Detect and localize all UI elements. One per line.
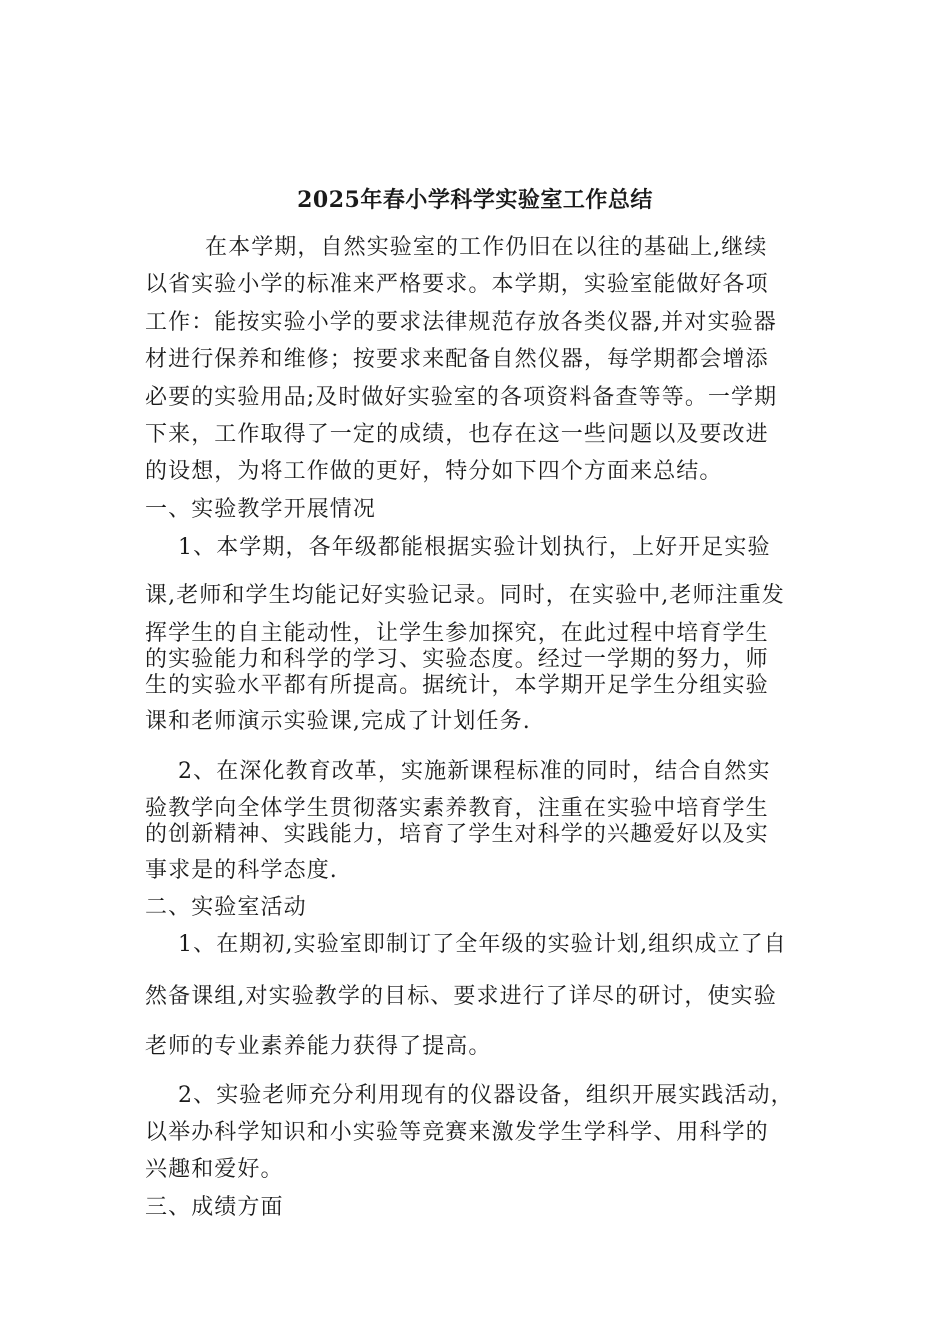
paragraph-line: 在本学期，自然实验室的工作仍旧在以往的基础上,继续 bbox=[205, 235, 768, 260]
paragraph-line: 必要的实验用品;及时做好实验室的各项资料备查等等。一学期 bbox=[145, 385, 778, 410]
paragraph-line: 下来，工作取得了一定的成绩，也存在这一些问题以及要改进 bbox=[145, 422, 769, 447]
section-heading: 二、实验室活动 bbox=[145, 895, 307, 920]
paragraph-line: 课和老师演示实验课,完成了计划任务. bbox=[145, 709, 531, 734]
section-heading: 三、成绩方面 bbox=[145, 1195, 284, 1220]
paragraph-line: 然备课组,对实验教学的目标、要求进行了详尽的研讨，使实验 bbox=[145, 984, 777, 1009]
paragraph-line: 验教学向全体学生贯彻落实素养教育，注重在实验中培育学生 bbox=[145, 796, 769, 821]
paragraph-line: 1、本学期，各年级都能根据实验计划执行，上好开足实验 bbox=[178, 535, 771, 560]
paragraph-line: 的创新精神、实践能力，培育了学生对科学的兴趣爱好以及实 bbox=[145, 822, 769, 847]
paragraph-line: 课,老师和学生均能记好实验记录。同时，在实验中,老师注重发 bbox=[145, 583, 785, 608]
paragraph-line: 以举办科学知识和小实验等竞赛来激发学生学科学、用科学的 bbox=[145, 1120, 769, 1145]
paragraph-line: 以省实验小学的标准来严格要求。本学期，实验室能做好各项 bbox=[145, 272, 769, 297]
paragraph-line: 1、在期初,实验室即制订了全年级的实验计划,组织成立了自 bbox=[178, 932, 787, 957]
paragraph-line: 兴趣和爱好。 bbox=[145, 1157, 284, 1182]
paragraph-line: 2、在深化教育改革，实施新课程标准的同时，结合自然实 bbox=[178, 759, 771, 784]
paragraph-line: 材进行保养和维修；按要求来配备自然仪器，每学期都会增添 bbox=[145, 347, 769, 372]
section-heading: 一、实验教学开展情况 bbox=[145, 497, 377, 522]
paragraph-line: 2、实验老师充分利用现有的仪器设备，组织开展实践活动， bbox=[178, 1083, 794, 1108]
paragraph-line: 工作：能按实验小学的要求法律规范存放各类仪器,并对实验器 bbox=[145, 310, 777, 335]
paragraph-line: 的设想，为将工作做的更好，特分如下四个方面来总结。 bbox=[145, 459, 723, 484]
paragraph-line: 生的实验水平都有所提高。据统计，本学期开足学生分组实验 bbox=[145, 673, 769, 698]
document-title: 2025年春小学科学实验室工作总结 bbox=[297, 187, 653, 213]
paragraph-line: 事求是的科学态度. bbox=[145, 858, 338, 883]
paragraph-line: 老师的专业素养能力获得了提高。 bbox=[145, 1034, 492, 1059]
paragraph-line: 挥学生的自主能动性，让学生参加探究，在此过程中培育学生 bbox=[145, 621, 769, 646]
paragraph-line: 的实验能力和科学的学习、实验态度。经过一学期的努力，师 bbox=[145, 647, 769, 672]
